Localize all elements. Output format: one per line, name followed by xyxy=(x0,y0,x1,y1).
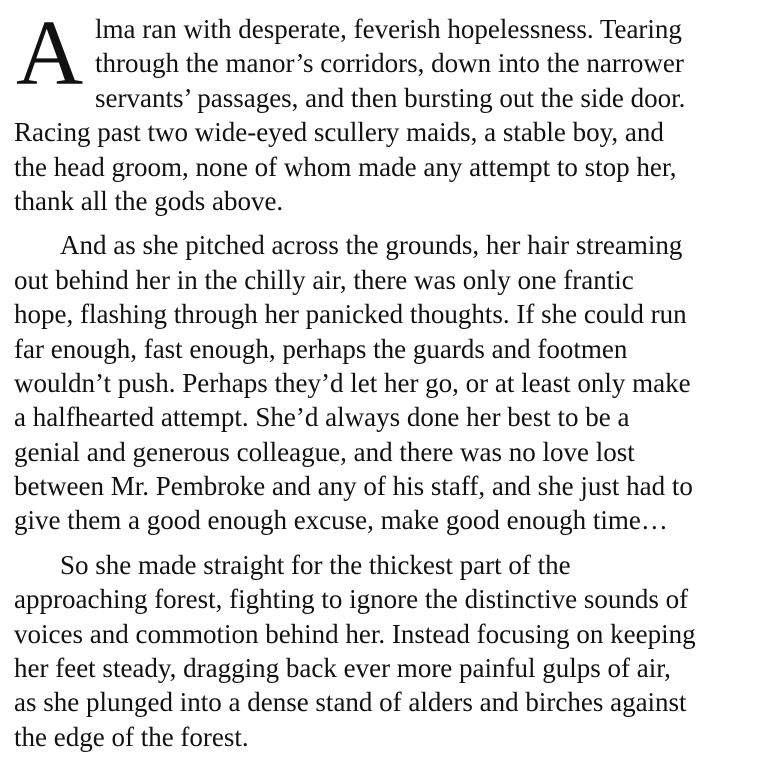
text-line: a halfhearted attempt. She’d always done her best to be a xyxy=(14,402,630,433)
text-line: the edge of the forest. xyxy=(14,721,249,752)
page-text-body xyxy=(14,2,776,754)
text-line: out behind her in the chilly air, there was only one frantic xyxy=(14,264,634,295)
paragraph-1 xyxy=(14,2,776,218)
text-line: give them a good enough excuse, make good enough time… xyxy=(14,505,668,536)
text-line: So she made straight for the thickest part of the xyxy=(60,549,571,580)
text-line: far enough, fast enough, perhaps the guards and footmen xyxy=(14,333,628,364)
paragraph-3 xyxy=(14,548,776,754)
text-line: genial and generous colleague, and there was no love lost xyxy=(14,436,635,467)
text-line: Racing past two wide-eyed scullery maids, a stable boy, and xyxy=(14,117,664,148)
text-line: the head groom, none of whom made any attempt to stop her, xyxy=(14,151,677,182)
text-line: And as she pitched across the grounds, her hair streaming xyxy=(60,230,683,261)
text-line: servants’ passages, and then bursting out the side door. xyxy=(95,82,686,113)
text-line: thank all the gods above. xyxy=(14,185,284,216)
text-line: approaching forest, fighting to ignore the distinctive sounds of xyxy=(14,584,689,615)
drop-cap: A xyxy=(16,2,84,105)
text-line: as she plunged into a dense stand of alders and birches against xyxy=(14,687,687,718)
text-line: between Mr. Pembroke and any of his staff, and she just had to xyxy=(14,471,693,502)
text-line: lma ran with desperate, feverish hopelessness. Tearing xyxy=(95,14,682,44)
text-line: her feet steady, dragging back ever more painful gulps of air, xyxy=(14,653,671,684)
text-line: voices and commotion behind her. Instead focusing on keeping xyxy=(14,618,696,649)
paragraph-2 xyxy=(14,228,776,538)
text-line: wouldn’t push. Perhaps they’d let her go, or at least only make xyxy=(14,367,691,398)
text-line: hope, flashing through her panicked thoughts. If she could run xyxy=(14,299,687,330)
text-line: through the manor’s corridors, down into the narrower xyxy=(95,48,684,79)
